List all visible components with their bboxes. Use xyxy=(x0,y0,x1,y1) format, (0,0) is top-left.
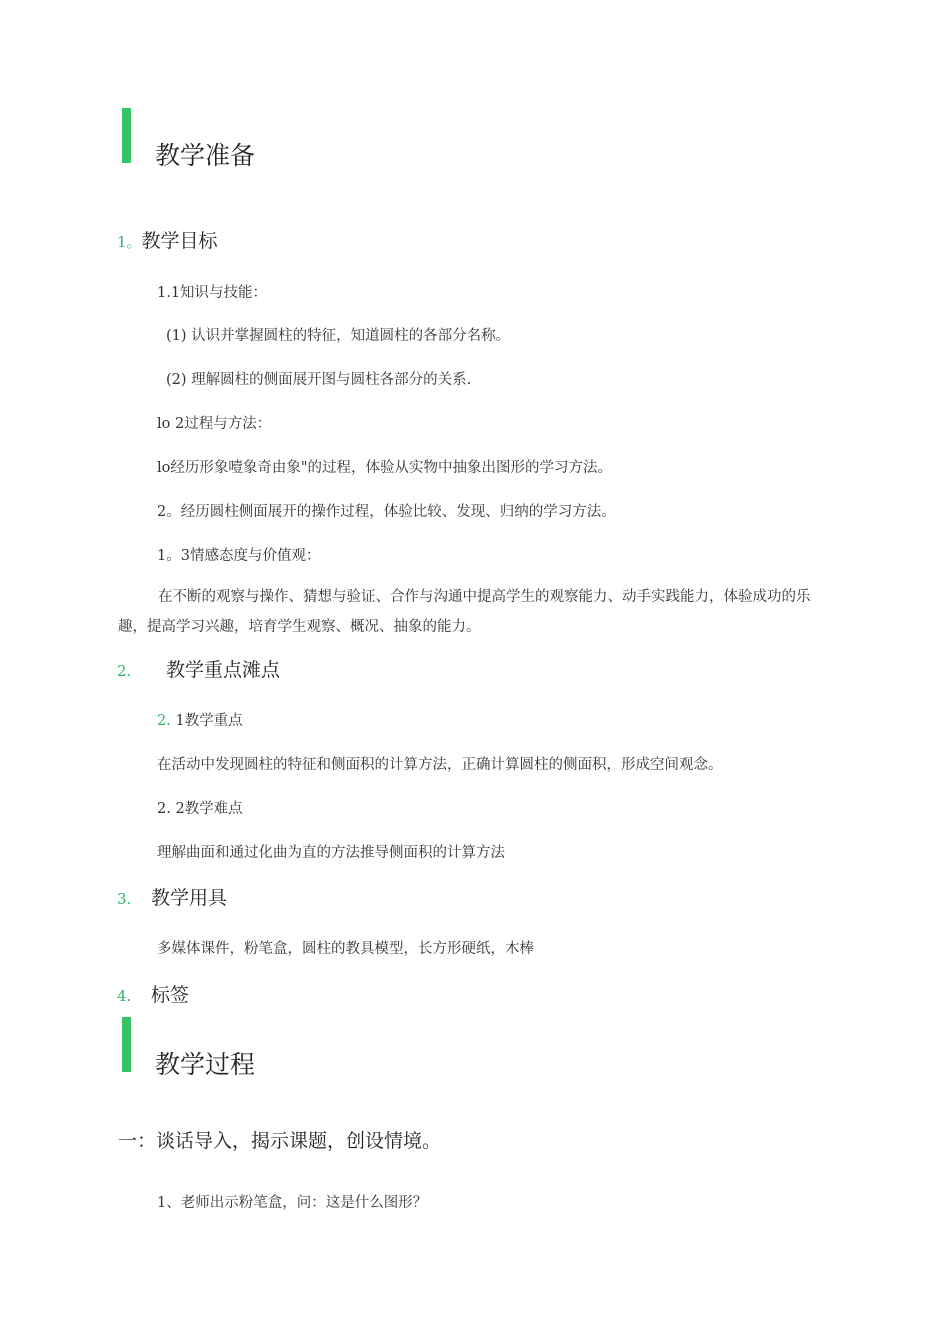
heading-label: 教学用具 xyxy=(151,887,228,909)
heading-tags xyxy=(117,980,189,1007)
heading-label: 教学目标 xyxy=(141,230,218,252)
list-item: 2。经历圆柱侧面展开的操作过程，体验比较、发现、归纳的学习方法。 xyxy=(157,504,616,520)
section-title-preparation: 教学准备 xyxy=(155,141,256,170)
heading-number: 1。 xyxy=(117,233,142,251)
heading-key-difficult-points xyxy=(117,655,280,682)
list-item: (2) 理解圆柱的侧面展开图与圆柱各部分的关系. xyxy=(166,372,472,388)
subheading-key-point xyxy=(157,709,243,730)
list-item: (1) 认识并掌握圆柱的特征，知道圆柱的各部分名称。 xyxy=(166,328,511,344)
subheading-label: 1教学重点 xyxy=(175,713,243,729)
heading-teaching-goal xyxy=(117,226,218,253)
heading-label: 标签 xyxy=(151,984,190,1006)
heading-number: 3. xyxy=(117,890,132,908)
subheading-emotion-values: 1。3情感态度与价值观： xyxy=(157,548,321,564)
heading-label: 教学重点滩点 xyxy=(166,659,281,681)
heading-number: 2. xyxy=(117,662,132,680)
subheading-number: 2. xyxy=(157,713,171,729)
step-heading: 一：谈话导入，揭示课题，创设情境。 xyxy=(118,1130,442,1152)
subheading-difficult-point: 2. 2教学难点 xyxy=(157,801,243,817)
section-title-process: 教学过程 xyxy=(155,1050,256,1079)
heading-teaching-tools xyxy=(117,883,227,910)
subheading-process-method: lo 2过程与方法： xyxy=(157,416,272,432)
heading-number: 4. xyxy=(117,987,132,1005)
paragraph-key-point: 在活动中发现圆柱的特征和侧面积的计算方法，正确计算圆柱的侧面积，形成空间观念。 xyxy=(157,757,723,773)
paragraph-emotion-values: 在不断的观察与操作、猜想与验证、合作与沟通中提高学生的观察能力、动手实践能力，体验成功的乐趣，提高学习兴趣，培育学生观察、概况、抽象的能力。 xyxy=(118,589,811,635)
subheading-knowledge-skills: 1.1知识与技能： xyxy=(157,285,268,301)
list-item: lo经历形象噎象奇由象"的过程，体验从实物中抽象出图形的学习方法。 xyxy=(157,460,613,476)
section-accent-bar xyxy=(122,108,131,163)
list-item: 1、老师出示粉笔盒，问：这是什么图形？ xyxy=(157,1195,428,1211)
section-accent-bar xyxy=(122,1017,131,1072)
paragraph-difficult-point: 理解曲面和通过化曲为直的方法推导侧面积的计算方法 xyxy=(157,845,505,861)
paragraph-teaching-tools: 多媒体课件，粉笔盒，圆柱的教具模型，长方形硬纸，木棒 xyxy=(157,941,534,957)
